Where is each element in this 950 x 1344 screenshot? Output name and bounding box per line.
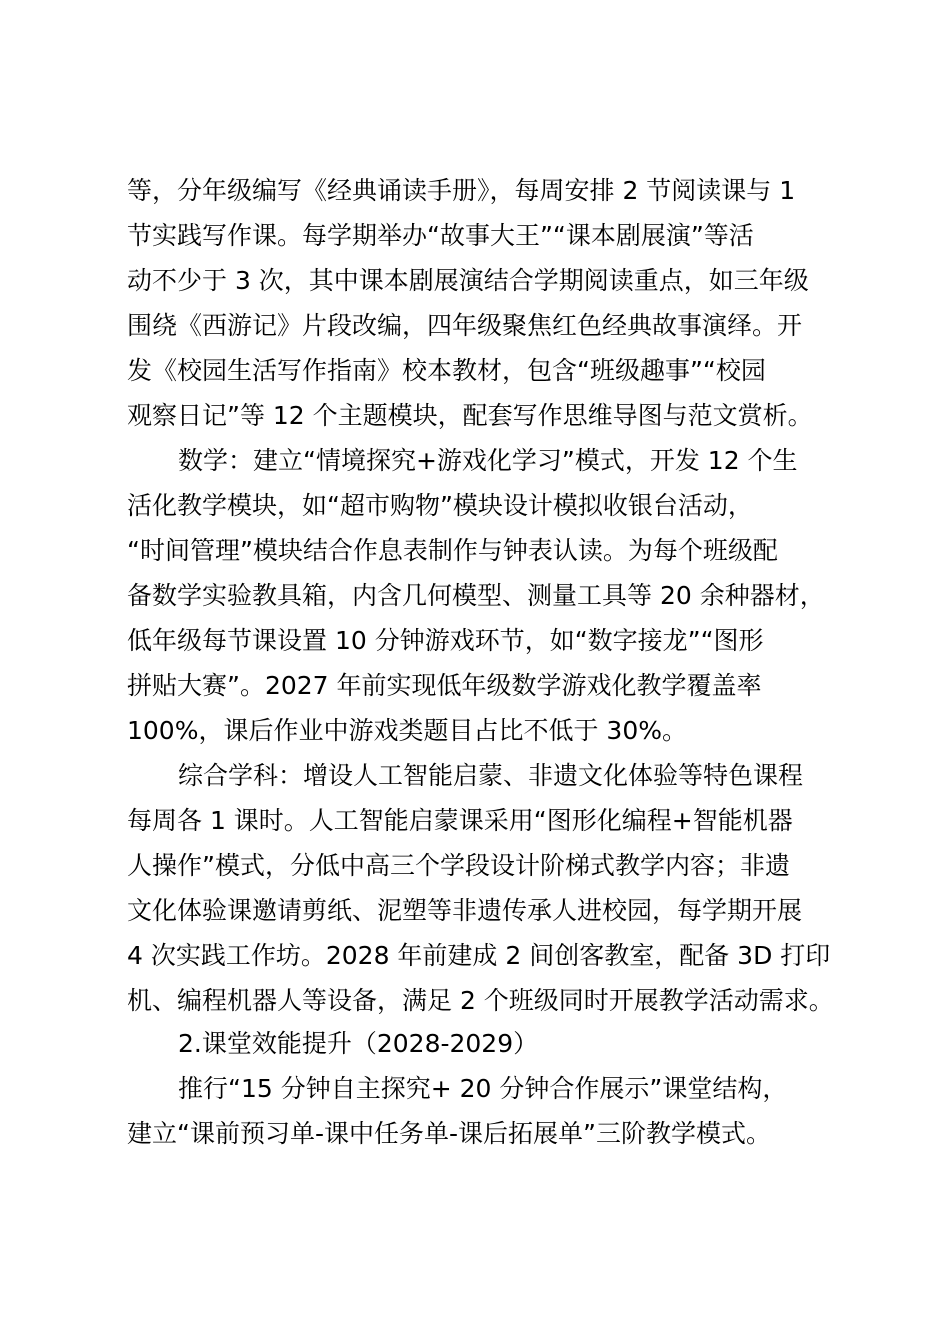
- paragraph-start-math: 数学：建立“情境探究+游戏化学习”模式，开发 12 个生: [178, 446, 798, 475]
- body-text-line: “时间管理”模块结合作息表制作与钟表认读。为每个班级配: [127, 536, 778, 565]
- section-heading: 2.课堂效能提升（2028-2029）: [178, 1029, 539, 1058]
- body-text-line: 拼贴大赛”。2027 年前实现低年级数学游戏化教学覆盖率: [127, 671, 762, 700]
- body-text-line: 观察日记”等 12 个主题模块，配套写作思维导图与范文赏析。: [127, 401, 813, 430]
- body-text-line: 文化体验课邀请剪纸、泥塑等非遗传承人进校园，每学期开展: [127, 896, 803, 925]
- body-text-line: 低年级每节课设置 10 分钟游戏环节，如“数字接龙”“图形: [127, 626, 764, 655]
- body-text-line: 100%，课后作业中游戏类题目占比不低于 30%。: [127, 716, 687, 745]
- body-text-line: 备数学实验教具箱，内含几何模型、测量工具等 20 余种器材，: [127, 581, 825, 610]
- body-text-line: 人操作”模式，分低中高三个学段设计阶梯式教学内容；非遗: [127, 851, 790, 880]
- body-text-line: 等，分年级编写《经典诵读手册》，每周安排 2 节阅读课与 1: [127, 176, 796, 205]
- body-text-line: 4 次实践工作坊。2028 年前建成 2 间创客教室，配备 3D 打印: [127, 941, 831, 970]
- body-text-line: 活化教学模块，如“超市购物”模块设计模拟收银台活动，: [127, 491, 753, 520]
- body-text-line: 机、编程机器人等设备，满足 2 个班级同时开展教学活动需求。: [127, 986, 834, 1015]
- body-text-line: 动不少于 3 次，其中课本剧展演结合学期阅读重点，如三年级: [127, 266, 809, 295]
- paragraph-start-comprehensive: 综合学科：增设人工智能启蒙、非遗文化体验等特色课程: [178, 761, 804, 790]
- body-text-line: 建立“课前预习单-课中任务单-课后拓展单”三阶教学模式。: [127, 1119, 771, 1148]
- body-text-line: 围绕《西游记》片段改编，四年级聚焦红色经典故事演绎。开: [127, 311, 803, 340]
- paragraph-start-classroom: 推行“15 分钟自主探究+ 20 分钟合作展示”课堂结构，: [178, 1074, 788, 1103]
- body-text-line: 每周各 1 课时。人工智能启蒙课采用“图形化编程+智能机器: [127, 806, 793, 835]
- body-text-line: 发《校园生活写作指南》校本教材，包含“班级趣事”“校园: [127, 356, 766, 385]
- body-text-line: 节实践写作课。每学期举办“故事大王”“课本剧展演”等活: [127, 221, 754, 250]
